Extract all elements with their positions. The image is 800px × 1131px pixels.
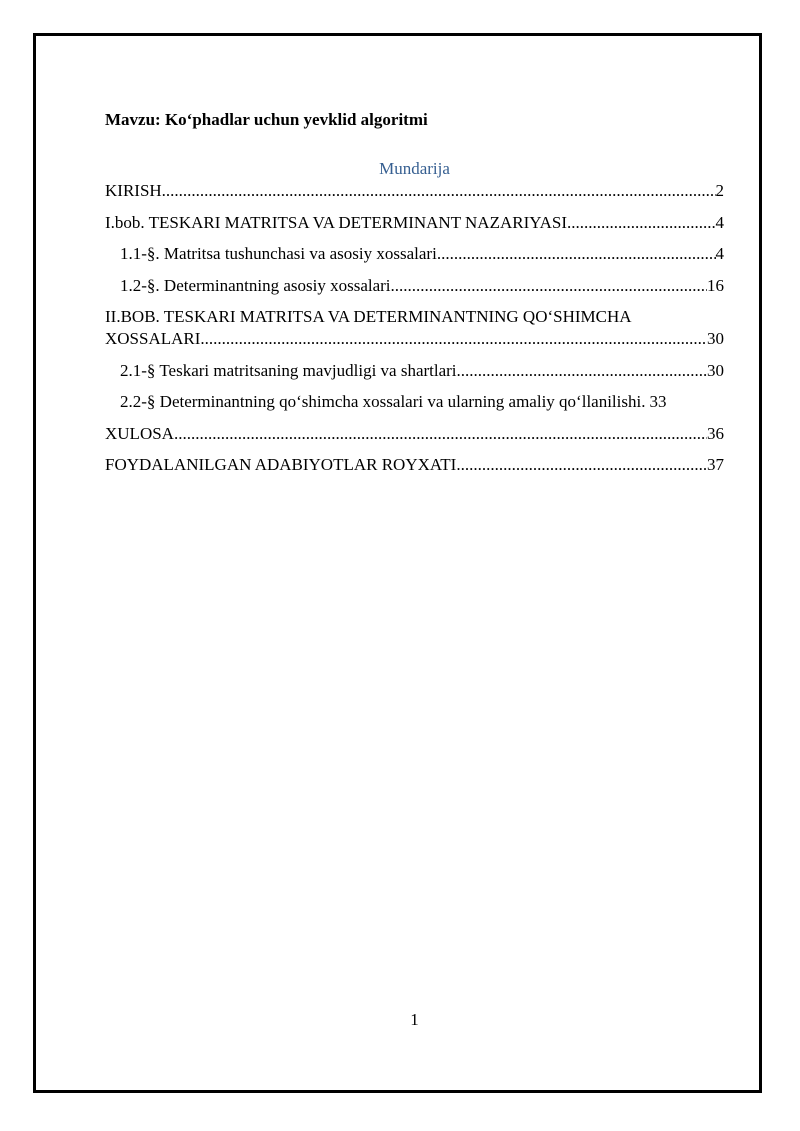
- toc-entry-text: 1.1-§. Matritsa tushunchasi va asosiy xossalari: [120, 244, 437, 263]
- toc-entry-text: I.bob. TESKARI MATRITSA VA DETERMINANT NAZARIYASI: [105, 212, 568, 232]
- toc-leader-dots: [437, 243, 716, 265]
- toc-entry-page: 30: [707, 329, 724, 348]
- toc-entry-section-1-2[interactable]: [105, 275, 724, 297]
- toc-leader-dots: [391, 275, 707, 297]
- document-topic: Mavzu: Ko‘phadlar uchun yevklid algoritmi: [105, 110, 428, 129]
- toc-entry-kirish[interactable]: [105, 180, 724, 202]
- toc-entry-page: 37: [707, 455, 724, 474]
- toc-title: Mundarija: [379, 159, 450, 178]
- toc-entry-chapter-1[interactable]: [105, 212, 724, 234]
- toc-entry-text: KIRISH: [105, 181, 162, 200]
- toc-leader-dots: [200, 328, 707, 350]
- toc-entry-text: XULOSA: [105, 423, 174, 443]
- toc-leader-dots: [567, 212, 715, 234]
- toc-entry-chapter-2[interactable]: [105, 306, 724, 350]
- toc-entry-text: 2.1-§ Teskari matritsaning mavjudligi va shartlari: [120, 360, 457, 380]
- toc-entry-page: 30: [707, 360, 724, 380]
- toc-entry-text: XOSSALARI: [105, 329, 201, 348]
- toc-entry-references[interactable]: [105, 454, 724, 476]
- toc-entry-text: FOYDALANILGAN ADABIYOTLAR ROYXATI: [105, 455, 457, 474]
- toc-entry-page: 36: [707, 423, 724, 443]
- table-of-contents: [105, 180, 724, 486]
- toc-entry-page: 2: [715, 181, 724, 200]
- toc-entry-section-2-2[interactable]: [105, 391, 724, 413]
- toc-entry-xulosa[interactable]: [105, 423, 724, 445]
- toc-leader-dots: [456, 454, 707, 476]
- toc-leader-dots: [162, 180, 716, 202]
- toc-entry-text-line-1: II.BOB. TESKARI MATRITSA VA DETERMINANTNING QO‘SHIMCHA: [105, 307, 632, 326]
- toc-entry-section-2-1[interactable]: [105, 360, 724, 382]
- toc-entry-text: 2.2-§ Determinantning qo‘shimcha xossalari va ularning amaliy qo‘llanilishi.: [120, 392, 646, 411]
- page-number: 1: [410, 1010, 419, 1029]
- toc-entry-page: 4: [715, 244, 724, 263]
- toc-leader-dots: [457, 360, 707, 382]
- toc-entry-page: 33: [649, 392, 667, 411]
- toc-entry-section-1-1[interactable]: [105, 243, 724, 265]
- toc-entry-page: 4: [715, 212, 724, 232]
- toc-leader-dots: [174, 423, 707, 445]
- toc-entry-text: 1.2-§. Determinantning asosiy xossalari: [120, 275, 391, 295]
- toc-entry-page: 16: [707, 275, 724, 295]
